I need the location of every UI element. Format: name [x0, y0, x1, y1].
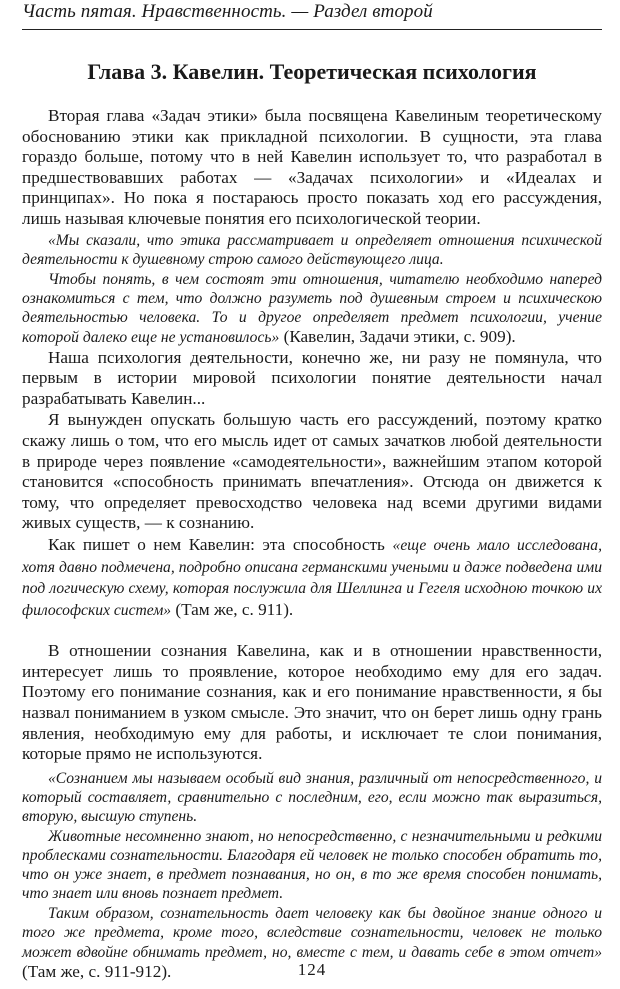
quote-paragraph: Таким образом, сознательность дает человеку как бы двойное знание одного и того же предмета, кроме того, вследствие сознательности, человек не только может вдвойне обнимать предмет, но, вместе с тем, и давать себе в этом отчет» (Там же, с. 911-912). [22, 904, 602, 981]
book-page [22, 0, 602, 989]
chapter-title: Глава 3. Кавелин. Теоретическая психология [87, 59, 537, 84]
quote-paragraph: «Сознанием мы называем особый вид знания, различный от непосредственного, и который составляет, сравнительно с последним, его, если можно так выразиться, вторую, высшую ступень. [22, 769, 602, 825]
paragraph-with-quote: Как пишет о нем Кавелин: эта способность «еще очень мало исследована, хотя давно подмечена, подробно описана германскими учеными и даже подведена ими под логическую схему, которая послужила для Шеллинга и Гегеля исходною точкою их философских систем» (Там же, с. 911). [22, 534, 602, 619]
paragraph: Наша психология деятельности, конечно же, ни разу не помянула, что первым в истории мировой психологии понятие деятельности начал разрабатывать Кавелин... [22, 347, 602, 408]
quote-paragraph: «Мы сказали, что этика рассматривает и определяет отношения психической деятельности к душевному строю самого действующего лица. [22, 231, 602, 268]
paragraph: Вторая глава «Задач этики» была посвящена Кавелиным теоретическому обоснованию этики как прикладной психологии. В сущности, эта глава гораздо больше, потому что в ней Кавелин использует то, что разработал в предшествовавших работах — «Задачах психологии» и «Идеалах и принципах». Но пока я постараюсь просто показать ход его рассуждения, лишь называя ключевые понятия его психологической теории. [22, 106, 602, 228]
quote-paragraph: Животные несомненно знают, но непосредственно, с незначительными и редкими проблесками сознательности. Благодаря ей человек не только способен обратить то, что он уже знает, в предмет познавания, но он, в то же время способен понимать, что знает или вновь познает предмет. [22, 827, 602, 902]
body-text [22, 106, 602, 982]
page-number: 124 [297, 960, 327, 979]
quote-paragraph: Чтобы понять, в чем состоят эти отношения, читателю необходимо наперед ознакомиться с тем, что должно разуметь под душевным строем и психическою деятельностью человека. То и другое определяет предмет психологии, учение которой далеко еще не установилось» (Кавелин, Задачи этики, с. 909). [22, 270, 602, 346]
running-header: Часть пятая. Нравственность. — Раздел второй [22, 0, 602, 30]
paragraph: В отношении сознания Кавелина, как и в отношении нравственности, интересует лишь то проявление, которое необходимо ему для его задач. Поэтому его понимание сознания, как и его понимание нравственности, я бы назвал пониманием в узком смысле. Это значит, что он берет лишь одну грань явления, необходимую ему для работы, и исключает те слои понимания, которые прямо не используются. [22, 641, 602, 764]
paragraph: Я вынужден опускать большую часть его рассуждений, поэтому кратко скажу лишь о том, что его мысль идет от самых зачатков любой деятельности в природе через появление «самодеятельности», важнейшим этапом которой становится «способность принимать впечатления». Отсюда он движется к тому, что определяет превосходство человека над всеми другими видами живых существ, — к сознанию. [22, 410, 602, 533]
